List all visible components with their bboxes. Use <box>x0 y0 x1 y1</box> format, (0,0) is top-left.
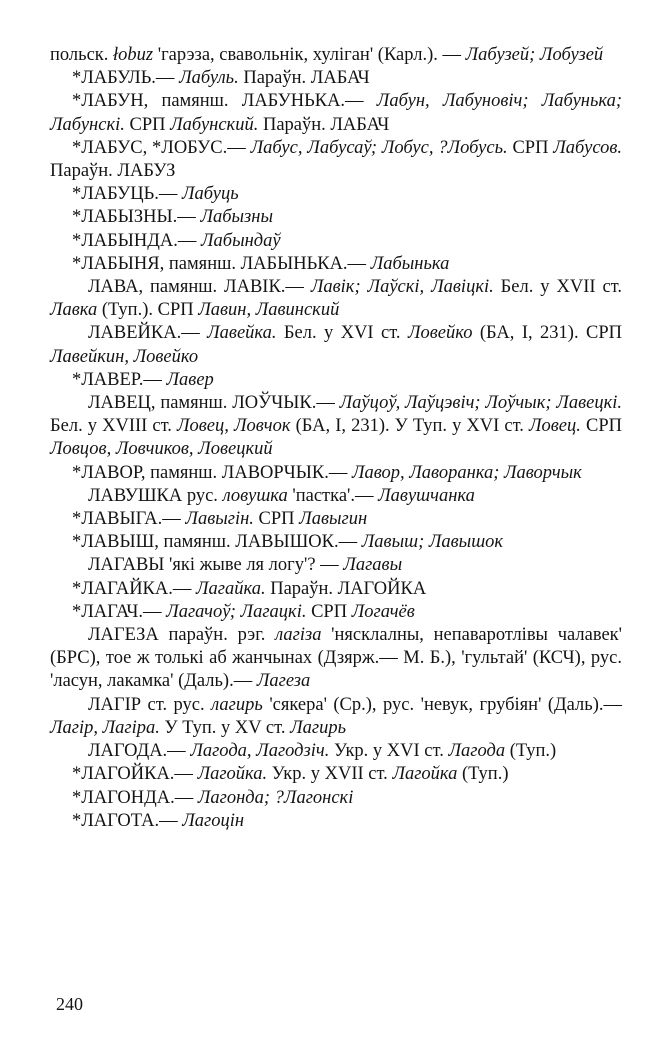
entry-italic-text: ловушка <box>222 485 288 506</box>
entry-text: *ЛАГОТА.— <box>72 810 183 831</box>
entry-text: Параўн. ЛАГОЙКА <box>265 578 427 599</box>
entry-text: 'гарэза, свавольнік, хуліган' (Карл.). — <box>153 45 466 65</box>
dictionary-entry <box>50 578 622 601</box>
entry-italic-text: Лабындаў <box>201 230 281 251</box>
entry-text: ЛАГЕЗА параўн. рэг. <box>88 625 276 646</box>
entry-italic-text: Лавер <box>166 369 214 390</box>
dictionary-entry <box>50 601 622 624</box>
entry-text: У Туп. у XV ст. <box>159 717 291 738</box>
entry-text: СРП <box>306 601 352 622</box>
dictionary-entry <box>50 369 622 392</box>
dictionary-entry <box>50 44 622 67</box>
entry-text: СРП <box>253 509 300 530</box>
entry-text: Бел. у XVI ст. <box>276 323 408 344</box>
dictionary-entry <box>50 137 622 183</box>
entry-italic-text: Лавушчанка <box>378 485 475 506</box>
entry-text: Бел. у XVII ст. <box>493 277 622 298</box>
entry-italic-text: Лавин, Лавинский <box>198 300 340 321</box>
dictionary-page <box>50 44 622 833</box>
entry-text: ЛАВЕЙКА.— <box>88 323 208 344</box>
dictionary-entry <box>50 508 622 531</box>
entry-text: Параўн. ЛАБАЧ <box>258 114 390 135</box>
entry-text: 'сякера' (Ср.), рус. 'невук, грубіян' (Даль).— <box>262 694 622 715</box>
dictionary-entry <box>50 462 622 485</box>
entry-italic-text: Лагонда; ?Лагонскі <box>197 787 354 808</box>
dictionary-entry <box>50 740 622 763</box>
dictionary-entry <box>50 253 622 276</box>
dictionary-entry <box>50 90 622 136</box>
entry-italic-text: Лагоцін <box>182 810 245 831</box>
dictionary-entry <box>50 392 622 462</box>
entry-italic-text: Логачёв <box>351 601 415 622</box>
dictionary-entry <box>50 485 622 508</box>
entry-text: *ЛАГАЧ.— <box>72 601 167 622</box>
dictionary-entry <box>50 763 622 786</box>
entry-italic-text: Лагода <box>448 741 506 762</box>
entry-italic-text: Лабынька <box>370 253 450 274</box>
entry-italic-text: Ловейко <box>407 323 473 344</box>
entry-italic-text: Лавыгин <box>299 509 368 530</box>
entry-text: *ЛАВЫШ, памянш. ЛАВЫШОК.— <box>72 532 362 553</box>
entry-text: (Туп.). СРП <box>97 300 199 321</box>
dictionary-entry <box>50 531 622 554</box>
entry-text: *ЛАБУН, памянш. ЛАБУНЬКА.— <box>72 91 377 112</box>
entry-italic-text: Лагачоў; Лагацкі. <box>166 601 307 622</box>
entry-italic-text: Лабусов. <box>553 137 622 158</box>
entry-text: *ЛАГОЙКА.— <box>72 764 198 785</box>
entry-text: ЛАВУШКА рус. <box>88 485 223 506</box>
entry-text: *ЛАБЫНДА.— <box>72 230 202 251</box>
entry-text: ЛАГАВЫ 'які жыве ля логу'? — <box>88 555 344 576</box>
entry-text: СРП <box>507 137 554 158</box>
entry-italic-text: Лавка <box>50 300 98 321</box>
entry-text: *ЛАГАЙКА.— <box>72 578 197 599</box>
entry-text: (Туп.) <box>457 764 509 785</box>
entry-italic-text: Лавыгін. <box>185 509 254 530</box>
entry-text: 'нясклалны, непаваротлівы чалавек' (БРС), тое ж толькі аб жанчынах (Дзярж.— М. Б.), 'гультай' (КСЧ), рус. 'ласун, лакамка' (Даль).— <box>50 625 622 692</box>
entry-italic-text: Ловец. <box>529 416 581 437</box>
entry-text: *ЛАБУЛЬ.— <box>72 68 180 89</box>
entry-italic-text: łobuz <box>113 45 154 65</box>
entry-text: (Туп.) <box>505 741 557 762</box>
entry-text: СРП <box>580 416 622 437</box>
dictionary-entry <box>50 554 622 577</box>
entry-text: Укр. у XVII ст. <box>267 764 393 785</box>
entry-text: *ЛАГОНДА.— <box>72 787 198 808</box>
entry-italic-text: Лавейкин, Ловейко <box>50 346 199 367</box>
entry-italic-text: Ловцов, Ловчиков, Ловецкий <box>50 439 273 460</box>
entry-italic-text: Лабунский. <box>170 114 259 135</box>
entry-text: Бел. у XVIII ст. <box>50 416 177 437</box>
entry-italic-text: Лагойка <box>392 764 458 785</box>
dictionary-entry <box>50 206 622 229</box>
page-number: 240 <box>56 994 83 1014</box>
entry-text: 'пастка'.— <box>287 485 379 506</box>
dictionary-entry <box>50 183 622 206</box>
entry-text: ЛАГІР ст. рус. <box>88 694 212 715</box>
entry-text: Параўн. ЛАБУЗ <box>50 161 176 182</box>
dictionary-entry <box>50 787 622 810</box>
entry-italic-text: Лавор, Лаворанка; Лаворчык <box>351 462 582 483</box>
entry-text: (БА, I, 231). У Туп. у XVI ст. <box>290 416 529 437</box>
entry-italic-text: Ловец, Ловчок <box>177 416 291 437</box>
entry-italic-text: Лавік; Лаўскі, Лавіцкі. <box>310 277 494 298</box>
entry-italic-text: Лабузей; Лобузей <box>465 45 604 65</box>
entry-italic-text: Лагавы <box>343 555 403 576</box>
entry-text: *ЛАБЫЗНЫ.— <box>72 207 201 228</box>
entry-text: Параўн. ЛАБАЧ <box>238 68 370 89</box>
entry-italic-text: лагіза <box>275 625 322 646</box>
entry-italic-text: Лагайка. <box>196 578 266 599</box>
entry-text: СРП <box>124 114 171 135</box>
entry-italic-text: Лагирь <box>290 717 346 738</box>
dictionary-entry <box>50 694 622 740</box>
entry-italic-text: Лавейка. <box>207 323 277 344</box>
entry-text: (БА, I, 231). СРП <box>472 323 622 344</box>
entry-text: *ЛАВЕР.— <box>72 369 167 390</box>
entry-italic-text: Лагода, Лагодзіч. <box>190 741 330 762</box>
entry-italic-text: Лабуль. <box>179 68 239 89</box>
dictionary-entry <box>50 276 622 322</box>
entry-text: *ЛАБУС, *ЛОБУС.— <box>72 137 251 158</box>
entry-italic-text: Лагойка. <box>197 764 268 785</box>
entry-text: ЛАВА, памянш. ЛАВІК.— <box>88 277 311 298</box>
entry-text: *ЛАБУЦЬ.— <box>72 184 182 205</box>
entry-italic-text: Лабус, Лабусаў; Лобус, ?Лобусь. <box>250 137 508 158</box>
dictionary-entry <box>50 624 622 694</box>
dictionary-entry <box>50 810 622 833</box>
dictionary-entry <box>50 322 622 368</box>
entry-text: ЛАГОДА.— <box>88 741 191 762</box>
entry-text: *ЛАВЫГА.— <box>72 509 186 530</box>
entry-italic-text: Лабызны <box>200 207 273 228</box>
entry-italic-text: Лабун, Лабуновіч; Лабунька; Лабунскі. <box>50 91 622 135</box>
dictionary-entry <box>50 230 622 253</box>
entry-italic-text: Лавыш; Лавышок <box>361 532 504 553</box>
entry-italic-text: Лагір, Лагіра. <box>50 717 160 738</box>
entry-italic-text: Лабуць <box>181 184 239 205</box>
entry-text: *ЛАБЫНЯ, памянш. ЛАБЫНЬКА.— <box>72 253 371 274</box>
entry-italic-text: лагирь <box>211 694 263 715</box>
dictionary-entry <box>50 67 622 90</box>
entry-italic-text: Лагеза <box>256 671 311 692</box>
entry-text: Укр. у XVI ст. <box>329 741 449 762</box>
entry-italic-text: Лаўцоў, Лаўцэвіч; Лоўчык; Лавецкі. <box>339 393 622 414</box>
entry-text: *ЛАВОР, памянш. ЛАВОРЧЫК.— <box>72 462 352 483</box>
entry-text: польск. <box>50 45 114 65</box>
entry-text: ЛАВЕЦ, памянш. ЛОЎЧЫК.— <box>88 393 340 414</box>
